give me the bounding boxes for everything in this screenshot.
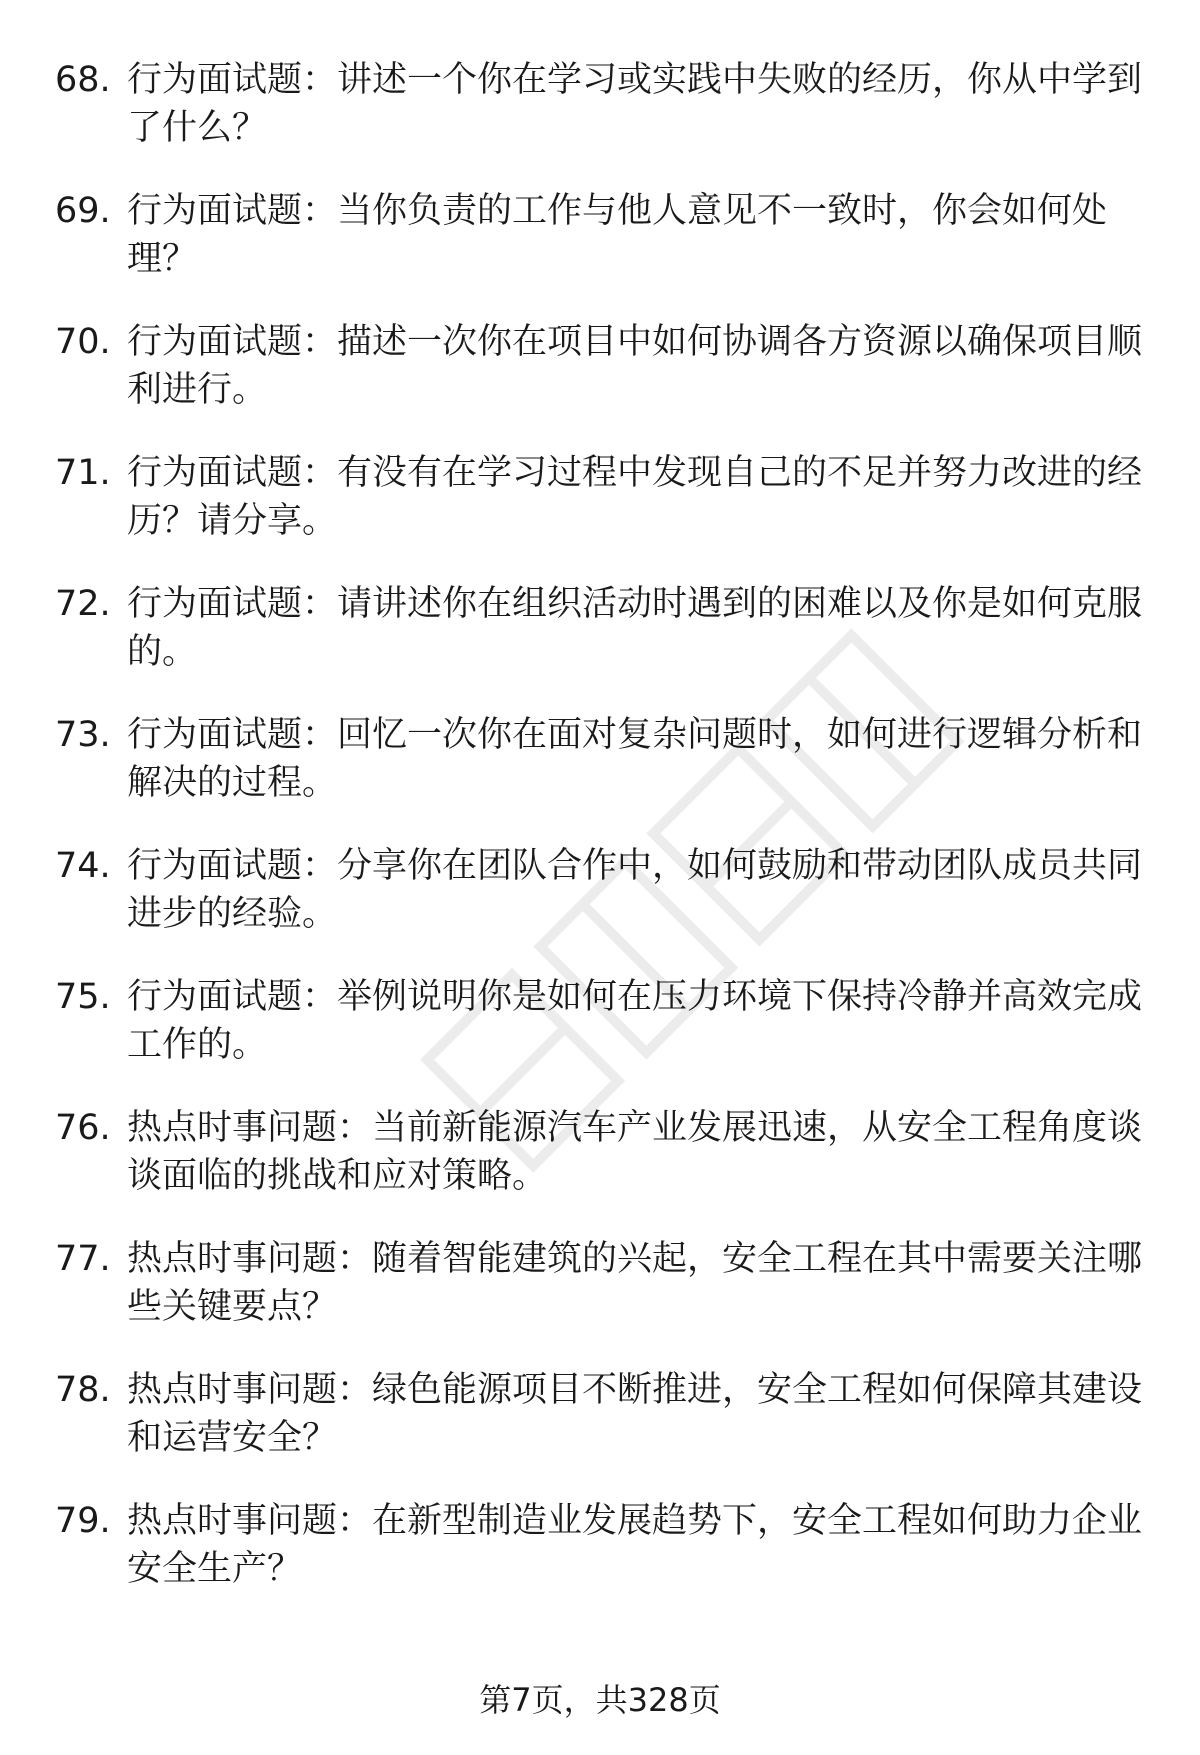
question-text: 行为面试题：请讲述你在组织活动时遇到的困难以及你是如何克服的。 bbox=[127, 584, 1143, 672]
question-text: 行为面试题：讲述一个你在学习或实践中失败的经历，你从中学到了什么？ bbox=[127, 60, 1143, 148]
question-text: 热点时事问题：随着智能建筑的兴起，安全工程在其中需要关注哪些关键要点？ bbox=[127, 1239, 1143, 1327]
page-footer: 第7页，共328页 bbox=[479, 1681, 721, 1719]
question-number: 78. bbox=[55, 1370, 111, 1410]
question-number: 77. bbox=[55, 1239, 111, 1279]
question-text: 行为面试题：有没有在学习过程中发现自己的不足并努力改进的经历？请分享。 bbox=[127, 453, 1143, 541]
question-number: 69. bbox=[55, 191, 111, 231]
question-number: 68. bbox=[55, 60, 111, 100]
question-number: 75. bbox=[55, 977, 111, 1017]
question-number: 70. bbox=[55, 322, 111, 362]
question-text: 热点时事问题：绿色能源项目不断推进，安全工程如何保障其建设和运营安全？ bbox=[127, 1370, 1143, 1458]
question-number: 72. bbox=[55, 584, 111, 624]
question-number: 76. bbox=[55, 1108, 111, 1148]
question-number: 74. bbox=[55, 846, 111, 886]
question-text: 行为面试题：当你负责的工作与他人意见不一致时，你会如何处理？ bbox=[127, 191, 1108, 279]
question-number: 79. bbox=[55, 1501, 111, 1541]
question-text: 行为面试题：举例说明你是如何在压力环境下保持冷静并高效完成工作的。 bbox=[127, 977, 1143, 1065]
question-text: 行为面试题：回忆一次你在面对复杂问题时，如何进行逻辑分析和解决的过程。 bbox=[127, 715, 1143, 803]
question-text: 热点时事问题：在新型制造业发展趋势下，安全工程如何助力企业安全生产？ bbox=[127, 1501, 1143, 1589]
question-text: 行为面试题：描述一次你在项目中如何协调各方资源以确保项目顺利进行。 bbox=[127, 322, 1143, 410]
question-number: 71. bbox=[55, 453, 111, 493]
question-number: 73. bbox=[55, 715, 111, 755]
question-text: 行为面试题：分享你在团队合作中，如何鼓励和带动团队成员共同进步的经验。 bbox=[127, 846, 1143, 934]
question-text: 热点时事问题：当前新能源汽车产业发展迅速，从安全工程角度谈谈面临的挑战和应对策略。 bbox=[127, 1108, 1143, 1196]
